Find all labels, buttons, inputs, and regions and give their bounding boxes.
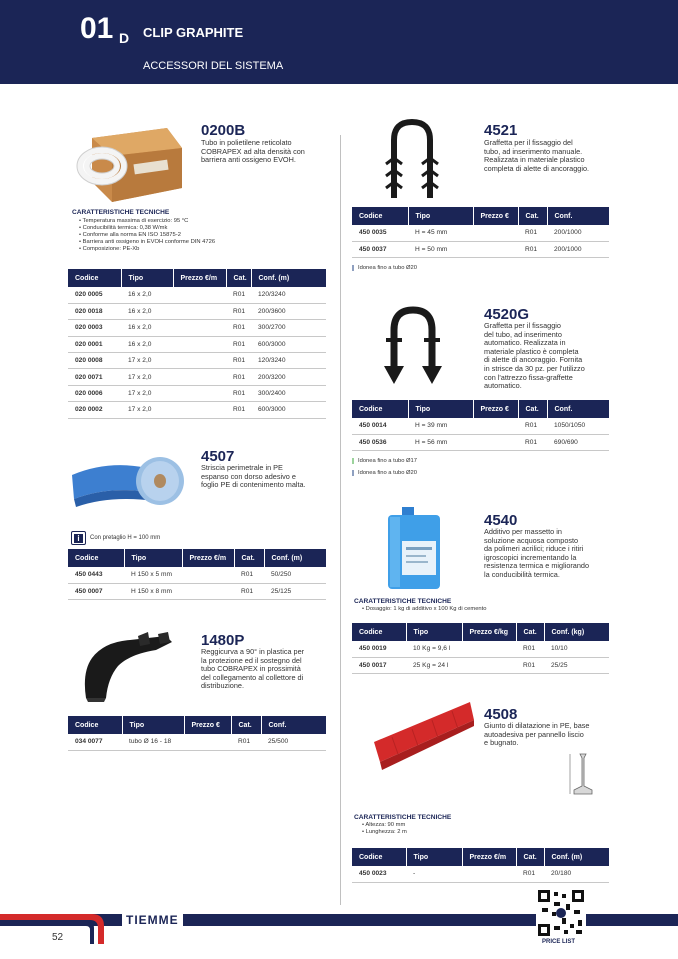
price-table-0200b <box>68 269 326 419</box>
table-header: Codice Tipo Prezzo €/m Cat. Conf. (m) <box>68 269 326 287</box>
tech-spec-title: CARATTERISTICHE TECNICHE <box>354 598 452 605</box>
table-row: 450 0017 25 Kg = 24 l R01 25/25 <box>352 657 609 673</box>
section-number: 01 <box>80 12 114 45</box>
tech-spec-title: CARATTERISTICHE TECNICHE <box>354 814 452 821</box>
clip-4520g-image <box>378 304 448 388</box>
table-row: 450 0007 H 150 x 8 mm R01 25/125 <box>68 583 326 599</box>
product-desc-4507: Striscia perimetrale in PE espanso con dorso adesivo e foglio PE di contenimento malta. <box>201 463 306 490</box>
table-header: Codice Tipo Prezzo € Cat. Conf. <box>352 400 609 418</box>
brand-logo: TIEMME <box>122 913 183 927</box>
product-code-4508: 4508 <box>484 706 518 723</box>
price-table-4507 <box>68 549 326 600</box>
page-number: 52 <box>52 932 64 943</box>
pipe-box-image <box>72 118 184 204</box>
perimeter-strip-image <box>70 445 186 513</box>
info-icon: i <box>71 531 86 545</box>
product-desc-0200b: Tubo in polietilene reticolato COBRAPEX ad alta densità con barriera anti ossigeno EVOH. <box>201 138 305 165</box>
table-row: 020 0003 16 x 2,0 R01 300/2700 <box>68 320 326 336</box>
table-header: Codice Tipo Prezzo €/m Cat. Conf. (m) <box>68 549 326 567</box>
section-letter: D <box>119 30 130 46</box>
product-code-4540: 4540 <box>484 512 518 529</box>
product-code-4520g: 4520G <box>484 306 530 323</box>
table-row: 034 0077 tubo Ø 16 - 18 R01 25/500 <box>68 734 326 750</box>
table-header: Codice Tipo Prezzo € Cat. Conf. <box>352 207 609 225</box>
qr-label: PRICE LIST <box>542 939 576 945</box>
price-table-4520g <box>352 400 609 451</box>
table-header: Codice Tipo Prezzo € Cat. Conf. <box>68 716 326 734</box>
table-row: 020 0018 16 x 2,0 R01 200/3600 <box>68 303 326 319</box>
additive-tank-image <box>384 505 444 591</box>
table-row: 450 0443 H 150 x 5 mm R01 50/250 <box>68 567 326 583</box>
product-code-4507: 4507 <box>201 448 235 465</box>
tech-spec-list: • Altezza: 90 mm • Lunghezza: 2 m <box>362 822 407 836</box>
price-table-4508 <box>352 848 609 883</box>
table-row: 020 0002 17 x 2,0 R01 600/3000 <box>68 402 326 418</box>
product-code-4521: 4521 <box>484 122 518 139</box>
qr-code[interactable] <box>536 888 586 938</box>
tech-spec-list: • Dosaggio: 1 kg di additivo x 100 Kg di cemento <box>362 606 486 613</box>
table-row: 020 0005 16 x 2,0 R01 120/3240 <box>68 287 326 303</box>
table-row: 450 0014 H = 39 mm R01 1050/1050 <box>352 418 609 434</box>
price-table-4540 <box>352 623 609 674</box>
product-desc-4508: Giunto di dilatazione in PE, base autoadesiva per pannello liscio e bugnato. <box>484 721 590 748</box>
page-subtitle: ACCESSORI DEL SISTEMA <box>143 60 284 72</box>
column-divider <box>340 135 341 905</box>
table-header: Codice Tipo Prezzo €/kg Cat. Conf. (kg) <box>352 623 609 641</box>
product-desc-1480p: Reggicurva a 90° in plastica per la protezione ed il sostegno del tubo COBRAPEX in prossimità del collegamento al collettore di distribuzione. <box>201 647 305 691</box>
tech-spec-list: • Temperatura massima di esercizio: 95 °C • Conducibilità termica: 0,38 W/mk • Conforme alla norma EN ISO 15875-2 • Barriera anti ossigeno in EVOH conforme DIN 4726 • Composizione: PE-Xb <box>79 218 215 253</box>
product-code-0200b: 0200B <box>201 122 246 139</box>
table-row: 450 0037 H = 50 mm R01 200/1000 <box>352 241 609 257</box>
tube-note: Idonea fino a tubo Ø20 <box>352 470 417 476</box>
table-row: 020 0008 17 x 2,0 R01 120/3240 <box>68 353 326 369</box>
tube-note: Idonea fino a tubo Ø20 <box>352 265 417 271</box>
tech-spec-title: CARATTERISTICHE TECNICHE <box>72 209 170 216</box>
table-row: 450 0536 H = 56 mm R01 690/690 <box>352 434 609 450</box>
price-table-4521 <box>352 207 609 258</box>
product-desc-4521: Graffetta per il fissaggio del tubo, ad inserimento manuale. Realizzata in materiale plastico completa di alette di ancoraggio. <box>484 138 590 173</box>
product-code-1480p: 1480P <box>201 632 245 649</box>
table-row: 020 0071 17 x 2,0 R01 200/3200 <box>68 369 326 385</box>
table-row: 450 0035 H = 45 mm R01 200/1000 <box>352 225 609 241</box>
table-row: 020 0006 17 x 2,0 R01 300/2400 <box>68 385 326 401</box>
clip-4521-image <box>380 118 444 202</box>
table-header: Codice Tipo Prezzo €/m Cat. Conf. (m) <box>352 848 609 866</box>
info-note-4507: Con pretaglio H = 100 mm <box>90 535 161 541</box>
product-desc-4540: Additivo per massetto in soluzione acquosa composto da polimeri acrilici; riduce i ritiri igroscopici incrementando la resistenza termica e migliorando la conducibilità termica. <box>484 527 590 579</box>
product-desc-4520g: Graffetta per il fissaggio del tubo, ad inserimento automatico. Realizzata in materiale plastico è completa di alette di ancoraggio. Fornita in strisce da 30 pz. per l'utilizzo con l'attrezzo fissa-graffette automatico. <box>484 321 585 391</box>
page-title: CLIP GRAPHITE <box>143 25 244 40</box>
table-row: 020 0001 16 x 2,0 R01 600/3000 <box>68 336 326 352</box>
tube-note: Idonea fino a tubo Ø17 <box>352 458 417 464</box>
price-table-1480p <box>68 716 326 751</box>
table-row: 450 0019 10 Kg = 9,6 l R01 10/10 <box>352 641 609 657</box>
expansion-joint-image <box>372 700 476 776</box>
table-row: 450 0023 - R01 20/180 <box>352 866 609 882</box>
footer-swoosh <box>0 910 130 946</box>
bend-support-image <box>78 632 184 704</box>
joint-profile-drawing <box>566 750 600 798</box>
